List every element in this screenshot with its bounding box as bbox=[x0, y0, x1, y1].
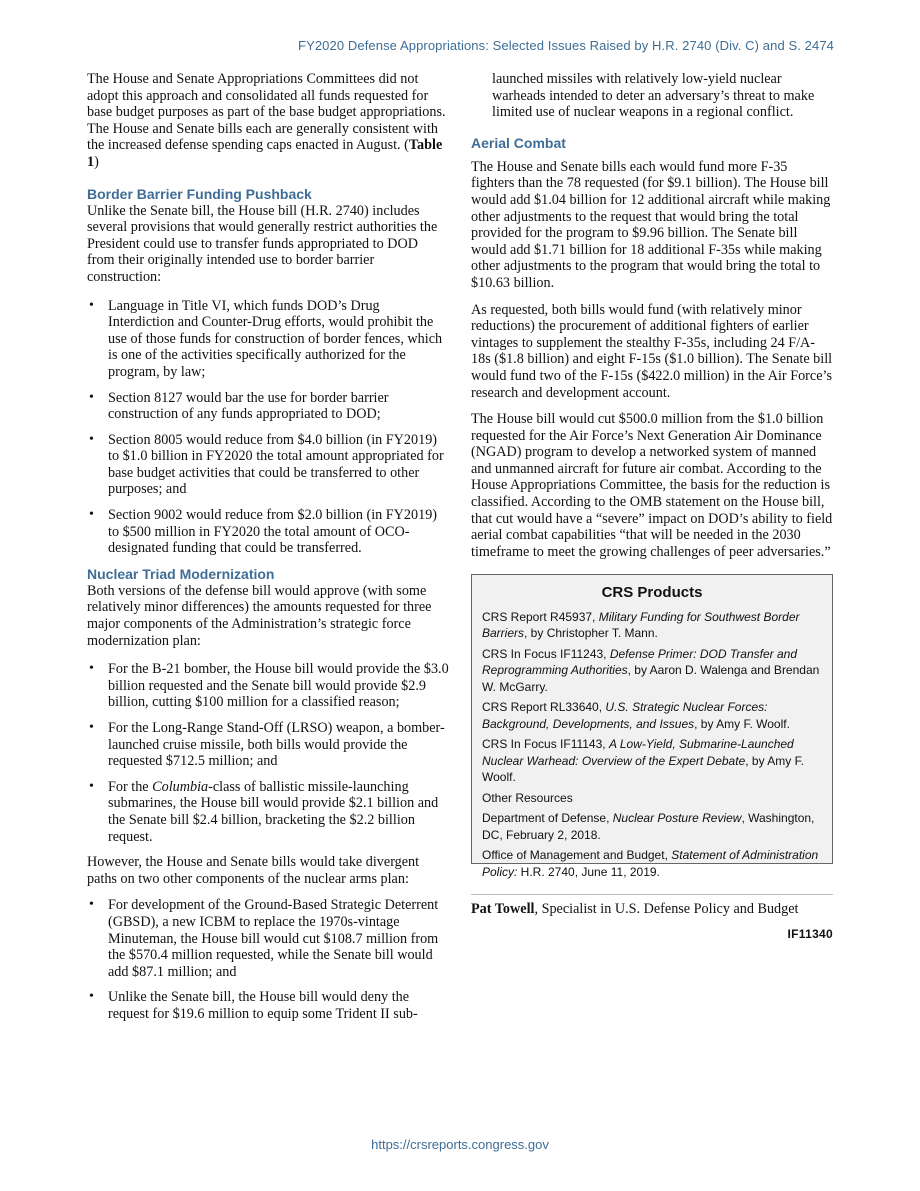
columbia-post: -class of ballistic missile-launching submarines, the House bill would provide $2.1 billion and the Senate bill $2.4 billion, bracketing the $2.2 billion request. bbox=[108, 778, 439, 845]
list-item: • Language in Title VI, which funds DOD’s Drug Interdiction and Counter-Drug efforts, would prohibit the use of those funds for construction of border fences, which is one of the activities specifically authorized for the program, by law; bbox=[87, 298, 449, 381]
author-name: Pat Towell bbox=[471, 901, 535, 918]
right-column bbox=[471, 71, 833, 943]
list-item: • Section 8127 would bar the use for border barrier construction of any funds appropriated to DOD; bbox=[87, 390, 449, 423]
crs-product-entry: CRS In Focus IF11243, Defense Primer: DOD Transfer and Reprogramming Authorities, by Aaron D. Walenga and Brendan W. McGarry. bbox=[482, 646, 820, 694]
section-heading-nuclear-triad: Nuclear Triad Modernization bbox=[87, 565, 275, 582]
document-id: IF11340 bbox=[787, 927, 833, 942]
nuclear-bullet-list bbox=[87, 661, 449, 845]
other-resources-heading: Other Resources bbox=[482, 790, 573, 805]
crs-product-entry: CRS Report R45937, Military Funding for Southwest Border Barriers, by Christopher T. Mann. bbox=[482, 609, 800, 641]
left-column bbox=[87, 71, 449, 1032]
continued-bullet-text: launched missiles with relatively low-yield nuclear warheads intended to deter an adversary’s threat to make limited use of nuclear weapons in a regional conflict. bbox=[492, 71, 815, 121]
columbia-pre: For the bbox=[108, 778, 153, 795]
crs-product-entry: CRS Report RL33640, U.S. Strategic Nuclear Forces: Background, Developments, and Issues, by Amy F. Woolf. bbox=[482, 700, 790, 731]
list-item: • Unlike the Senate bill, the House bill would deny the request for $19.6 million to equip some Trident II sub- bbox=[87, 989, 449, 1022]
footer-url: https://crsreports.congress.gov bbox=[371, 1137, 549, 1152]
aerial-paragraph-1: The House and Senate bills each would fund more F-35 fighters than the 78 requested (for $9.1 billion). The House bill would add $1.04 billion for 12 additional aircraft while making other adjustments to the request that would bring the total provided for the program to $9.96 billion. The Senate bill would add $1.71 billion for 18 additional F-35s while making other adjustments to the program that would bring the total to $10.63 billion. bbox=[471, 158, 831, 291]
section-heading-aerial-combat: Aerial Combat bbox=[471, 134, 566, 151]
crs-products-title: CRS Products bbox=[601, 584, 703, 602]
list-item: • Section 9002 would reduce from $2.0 billion (in FY2019) to $500 million in FY2020 the total amount of OCO-designated funding that could be transferred. bbox=[87, 507, 449, 557]
list-item: • For the Long-Range Stand-Off (LRSO) weapon, a bomber-launched cruise missile, both bills would provide the requested $712.5 million; and bbox=[87, 720, 449, 770]
border-paragraph: Unlike the Senate bill, the House bill (H.R. 2740) includes several provisions that would generally restrict authorities the President could use to transfer funds appropriated to DOD from their originally intended use to border barrier construction: bbox=[87, 202, 438, 285]
nuclear-paragraph: Both versions of the defense bill would approve (with some relatively minor differences) the amounts requested for three major components of the Administration’s strategic force modernization plan: bbox=[87, 582, 432, 649]
other-resource-entry: Office of Management and Budget, Statement of Administration Policy: H.R. 2740, June 11, 2019. bbox=[482, 848, 819, 879]
intro-close-paren: ) bbox=[94, 153, 99, 170]
aerial-paragraph-2: As requested, both bills would fund (with relatively minor reductions) the procurement of additional fighters of earlier vintages to supplement the stealthy F-35s, including 24 F/A-18s ($1.8 billion) and eight F-15s ($1.0 billion). The Senate bill would fund two of the F-15s ($422.0 million) in the Air Force’s research and development account. bbox=[471, 301, 833, 401]
crs-product-entry: CRS In Focus IF11143, A Low-Yield, Submarine-Launched Nuclear Warhead: Overview of the Expert Debate, by Amy F. Woolf. bbox=[482, 737, 804, 785]
section-heading-border-barrier: Border Barrier Funding Pushback bbox=[87, 185, 312, 202]
aerial-paragraph-3: The House bill would cut $500.0 million from the $1.0 billion requested for the Air Force’s Next Generation Air Dominance (NGAD) program to develop a networked system of manned and unmanned aircraft for future air combat. According to the House Appropriations Committee, the basis for the reduction is classified. According to the OMB statement on the House bill, that cut would have a “severe” impact on DOD’s ability to field aerial combat capabilities “that will be needed in the 2030 timeframe to meet the growing challenges of peer adversaries.” bbox=[471, 411, 833, 560]
border-bullet-list bbox=[87, 298, 449, 557]
list-item: • Section 8005 would reduce from $4.0 billion (in FY2019) to $1.0 billion in FY2020 the total amount appropriated for base budget activities that could be transferred to other purposes; and bbox=[87, 432, 449, 498]
table-reference: Table 1 bbox=[87, 137, 443, 170]
list-item: • For the B-21 bomber, the House bill would provide the $3.0 billion requested and the Senate bill would provide $2.9 billion, cutting $100 million for a classified reason; bbox=[87, 661, 449, 711]
list-item bbox=[87, 779, 449, 845]
list-item: • For development of the Ground-Based Strategic Deterrent (GBSD), a new ICBM to replace the 1970s-vintage Minuteman, the House bill would cut $108.7 million from the $570.4 million requested, while the Senate bill would add $87.1 million; and bbox=[87, 897, 449, 980]
divergent-bullet-list bbox=[87, 897, 449, 1022]
running-header: FY2020 Defense Appropriations: Selected Issues Raised by H.R. 2740 (Div. C) and S. 2474 bbox=[298, 38, 834, 53]
divergent-paragraph: However, the House and Senate bills would take divergent paths on two other components of the nuclear arms plan: bbox=[87, 854, 420, 887]
intro-paragraph bbox=[87, 71, 449, 171]
crs-products-box bbox=[471, 574, 833, 879]
intro-text: The House and Senate Appropriations Committees did not adopt this approach and consolidated all funds requested for base budget purposes as part of the base budget appropriations. The House and Senate bills each are generally consistent with the increased defense spending caps enacted in August. ( bbox=[87, 71, 446, 154]
columbia-italic: Columbia bbox=[152, 778, 209, 795]
other-resource-entry: Department of Defense, Nuclear Posture Review, Washington, DC, February 2, 2018. bbox=[482, 811, 815, 842]
author-line bbox=[471, 894, 833, 918]
author-title: , Specialist in U.S. Defense Policy and Budget bbox=[534, 901, 799, 918]
